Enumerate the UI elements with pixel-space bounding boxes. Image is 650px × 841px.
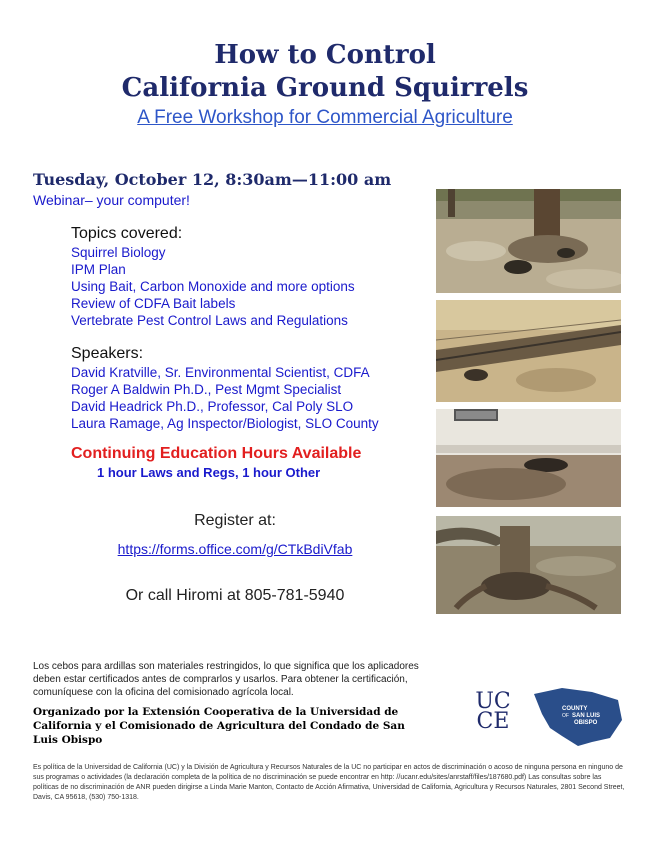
ce-detail: 1 hour Laws and Regs, 1 hour Other xyxy=(97,465,321,480)
squirrel-burrow-photo-3 xyxy=(436,409,621,507)
squirrel-burrow-photo-1 xyxy=(436,189,621,293)
event-location: Webinar– your computer! xyxy=(33,192,190,208)
county-line-2: SAN LUIS xyxy=(572,713,601,719)
speaker-item: Roger A Baldwin Ph.D., Pest Mgmt Specialist xyxy=(71,382,342,397)
county-slo-logo xyxy=(532,686,624,748)
speaker-item: David Kratville, Sr. Environmental Scientist, CDFA xyxy=(71,365,370,380)
county-line-3: OBISPO xyxy=(574,720,598,726)
topic-item: Squirrel Biology xyxy=(71,245,166,260)
event-date: Tuesday, October 12, 8:30am—11:00 am xyxy=(33,170,392,189)
register-link[interactable]: https://forms.office.com/g/CTkBdiVfab xyxy=(117,541,353,557)
ce-heading: Continuing Education Hours Available xyxy=(71,445,362,462)
county-line-of: OF xyxy=(562,713,569,719)
topic-item: Using Bait, Carbon Monoxide and more options xyxy=(71,279,355,294)
speakers-heading: Speakers: xyxy=(71,345,144,362)
organizer-statement: Organizado por la Extensión Cooperativa de la Universidad de California y el Comisionado de Agricultura del Condado de San Luis Obispo xyxy=(33,706,405,746)
ucce-logo-bottom: CE xyxy=(476,709,510,734)
speaker-item: Laura Ramage, Ag Inspector/Biologist, SLO County xyxy=(71,416,379,431)
title-line-2: California Ground Squirrels xyxy=(121,73,529,103)
topic-item: Review of CDFA Bait labels xyxy=(71,296,236,311)
squirrel-burrow-photo-2 xyxy=(436,300,621,402)
topics-heading: Topics covered: xyxy=(71,225,183,242)
county-line-1: COUNTY xyxy=(562,706,588,712)
ucce-logo xyxy=(473,689,513,734)
squirrel-burrow-photo-4 xyxy=(436,516,621,614)
nondiscrimination-footer: Es política de la Universidad de California (UC) y la División de Agricultura y Recursos Naturales de la UC no participar en actos de discriminación o acoso de ninguna persona en ninguno de sus programas o actividades (la declaración completa de la política de no discriminación se puede encontrar en http: //ucanr.edu/sites/anrstaff/files/187680.pdf) Las consultas sobre las políticas de no discriminación de ANR pueden dirigirse a Linda Marie Manton, Contacto de Acción Afirmativa, Universidad de California, Agricultura y Recursos Naturales, 2801 Second Street, Davis, CA 95618, (530) 750-1318. xyxy=(33,764,625,801)
subtitle: A Free Workshop for Commercial Agriculture xyxy=(137,107,513,128)
topic-item: IPM Plan xyxy=(71,262,126,277)
title-line-1: How to Control xyxy=(214,40,436,70)
call-info: Or call Hiromi at 805-781-5940 xyxy=(125,587,345,604)
ucce-logo-top: UC xyxy=(475,689,511,714)
topic-item: Vertebrate Pest Control Laws and Regulations xyxy=(71,313,348,328)
register-label: Register at: xyxy=(194,512,276,529)
speaker-item: David Headrick Ph.D., Professor, Cal Poly SLO xyxy=(71,399,354,414)
spanish-notice: Los cebos para ardillas son materiales restringidos, lo que significa que los aplicadores deben estar certificados antes de comprarlos y usarlos. Para obtener la certificación, comuníquese con la oficina del comisionado agrícola local. xyxy=(33,661,419,698)
